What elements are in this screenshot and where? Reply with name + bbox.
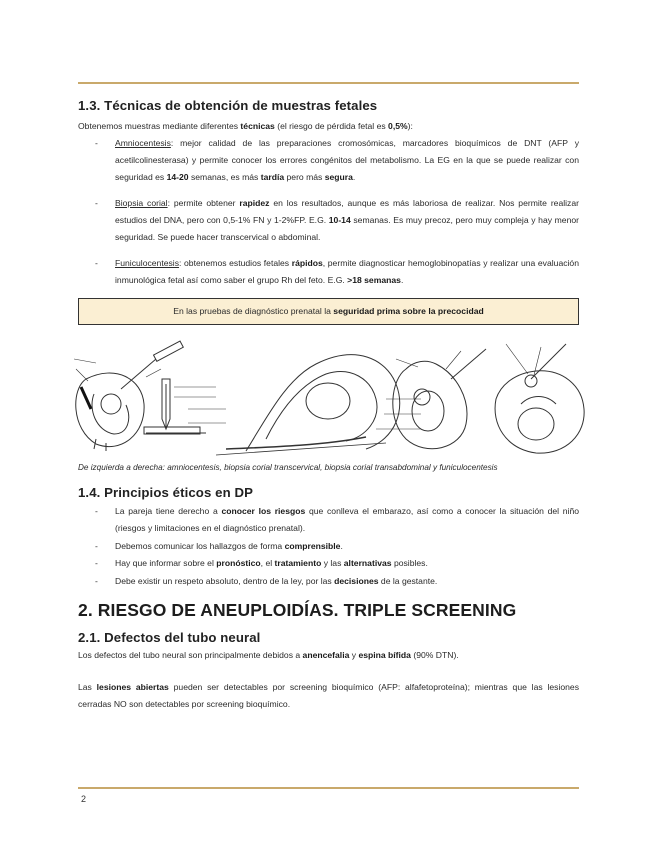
list-item-ethics-2: - Debemos comunicar los hallazgos de forma comprensible. (115, 538, 579, 556)
list-item-biopsia-corial: - Biopsia corial: permite obtener rapidez en los resultados, aunque es más laboriosa de realizar. Nos permite realizar estudios del DNA, pero con 0,5-1% FN y 1-2%FP. E.G. 10-14 semanas. Es muy precoz, pero muy compleja y hay menor seguridad. Se puede hacer transcervical o abdominal. (115, 195, 579, 246)
lab-tube-illustration (144, 379, 226, 434)
page-number: 2 (81, 794, 87, 804)
ethics-list (78, 503, 579, 591)
list-item-funiculocentesis: - Funiculocentesis: obtenemos estudios fetales rápidos, permite diagnosticar hemoglobinopatías y realizar una evaluación inmunológica fetal así como saber el grupo Rh del feto. E.G. >18 semanas. (115, 255, 579, 289)
safety-callout: En las pruebas de diagnóstico prenatal la seguridad prima sobre la precocidad (78, 298, 579, 325)
list-item-ethics-3: - Hay que informar sobre el pronóstico, el tratamiento y las alternativas posibles. (115, 555, 579, 573)
section-2-1-paragraph-2: Las lesiones abiertas pueden ser detectables por screening bioquímico (AFP: alfafetoproteína); mientras que las lesiones cerradas NO son detectables por screening bioquímico. (78, 681, 579, 709)
footer-rule (78, 787, 579, 789)
techniques-list (78, 135, 579, 289)
page-content (78, 98, 579, 713)
procedure-illustrations-svg (66, 339, 591, 457)
list-item-ethics-4: - Debe existir un respeto absoluto, dentro de la ley, por las decisiones de la gestante. (115, 573, 579, 591)
amniocentesis-illustration (74, 341, 183, 451)
section-title-1-4: 1.4. Principios éticos en DP (78, 484, 254, 500)
list-item-ethics-1: - La pareja tiene derecho a conocer los riesgos que conlleva el embarazo, así como a conocer la situación del niño (riesgos y limitaciones en el diagnóstico prenatal). (115, 503, 579, 538)
funiculocentesis-illustration (495, 344, 584, 453)
list-item-amniocentesis: - Amniocentesis: mejor calidad de las preparaciones cromosómicas, marcadores bioquímicos de DNT (AFP y acetilcolinesterasa) y permite conocer los errores congénitos del metabolismo. La EG en la que se puede realizar con seguridad es 14-20 semanas, es más tardía pero más segura. (115, 135, 579, 186)
section-title-1-3: 1.3. Técnicas de obtención de muestras fetales (78, 98, 378, 113)
figure-caption: De izquierda a derecha: amniocentesis, biopsia corial transcervical, biopsia corial transabdominal y funiculocentesis (78, 462, 498, 472)
transcervical-biopsy-illustration (216, 354, 421, 454)
section-title-2: 2. RIESGO DE ANEUPLOIDÍAS. TRIPLE SCREENING (78, 600, 517, 620)
section-1-3-intro: Obtenemos muestras mediante diferentes técnicas (el riesgo de pérdida fetal es 0,5%): (78, 121, 413, 131)
section-title-2-1: 2.1. Defectos del tubo neural (78, 630, 261, 645)
procedure-illustrations (66, 339, 591, 457)
section-2-1-paragraph-1: Los defectos del tubo neural son principalmente debidos a anencefalia y espina bífida (90% DTN). (78, 650, 459, 660)
header-rule (78, 82, 579, 84)
